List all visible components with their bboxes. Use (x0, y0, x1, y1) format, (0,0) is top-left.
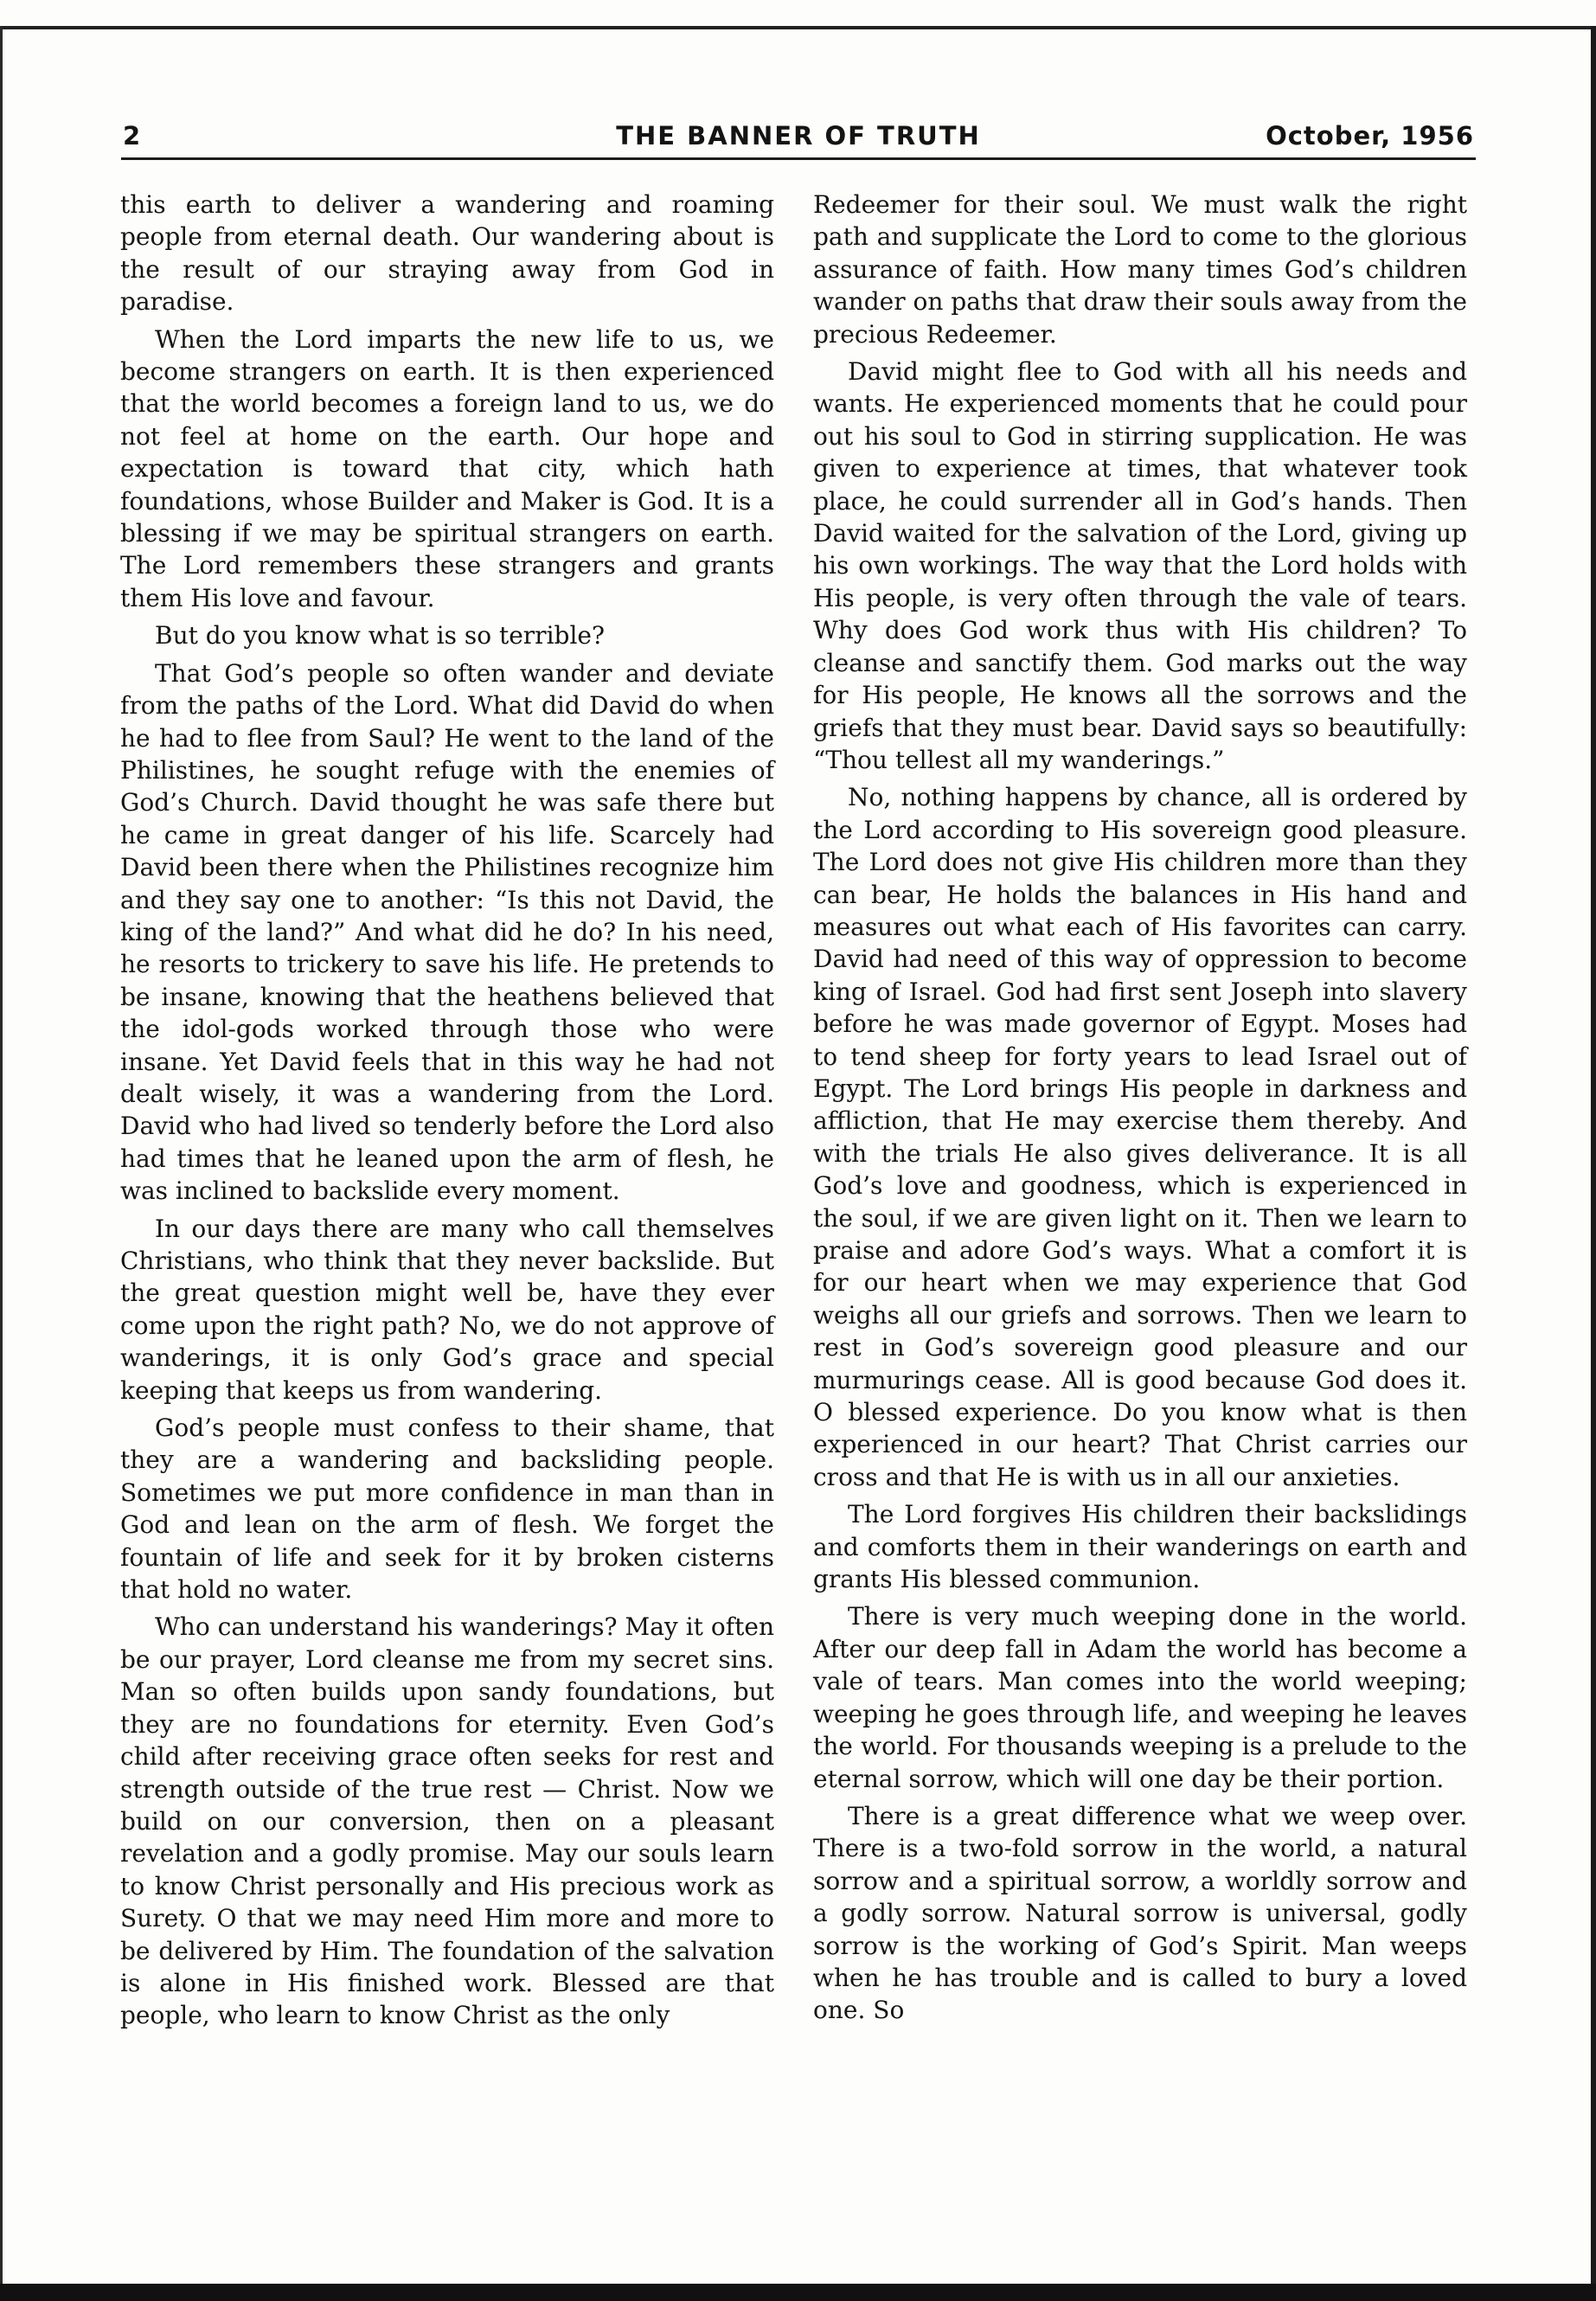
scan-border-left (0, 26, 3, 2301)
paragraph: There is a great difference what we weep over. There is a two-fold sorrow in the world, a natural sorrow and a spiritual sorrow, a worldly sorrow and a godly sorrow. Natural sorrow is universal, godly sorrow is the working of God’s Spirit. Man weeps when he has trouble and is called to bury a loved one. So (813, 1801, 1467, 2025)
paragraph: No, nothing happens by chance, all is ordered by the Lord according to His sovereign good pleasure. The Lord does not give His children more than they can bear, He holds the balances in His hand and measures out what each of His favorites can carry. David had need of this way of oppression to become king of Israel. God had first sent Joseph into slavery before he was made governor of Egypt. Moses had to tend sheep for forty years to lead Israel out of Egypt. The Lord brings His people in darkness and affliction, that He may exercise them thereby. And with the trials He also gives deliverance. It is all God’s love and goodness, which is experienced in the soul, if we are given light on it. Then we learn to praise and adore God’s ways. What a comfort it is for our heart when we may experience that God weighs all our griefs and sorrows. Then we learn to rest in God’s sovereign good pleasure and our murmurings cease. All is good because God does it. O blessed experience. Do you know what is then experienced in our heart? That Christ carries our cross and that He is with us in all our anxieties. (813, 783, 1467, 1491)
paragraph: God’s people must confess to their shame, that they are a wandering and backsliding people. Sometimes we put more confidence in man than in God and lean on the arm of flesh. We forget the fountain of life and seek for it by broken cisterns that hold no water. (120, 1413, 774, 1605)
paragraph: Redeemer for their soul. We must walk the right path and supplicate the Lord to come to the glorious assurance of faith. How many times God’s children wander on paths that draw their souls away from the precious Redeemer. (813, 190, 1467, 349)
paragraph: David might flee to God with all his needs and wants. He experienced moments that he could pour out his soul to God in stirring supplication. He was given to experience at times, that whatever took place, he could surrender all in God’s hands. Then David waited for the salvation of the Lord, giving up his own workings. The way that the Lord holds with His people, is very often through the vale of tears. Why does God work thus with His children? To cleanse and sanctify them. God marks out the way for His people, He knows all the sorrows and the griefs that they must bear. David says so beautifully: “Thou tellest all my wanderings.” (813, 357, 1467, 774)
header-rule (121, 157, 1476, 160)
right-column (813, 189, 1467, 2032)
publication-title: THE BANNER OF TRUTH (616, 121, 981, 151)
paragraph: There is very much weeping done in the world. After our deep fall in Adam the world has become a vale of tears. Man comes into the world weeping; weeping he goes through life, and weeping he leaves the world. For thousands weeping is a prelude to the eternal sorrow, which will one day be their portion. (813, 1602, 1467, 1793)
scan-border-bottom (0, 2284, 1596, 2301)
page-number: 2 (123, 121, 142, 151)
issue-date: October, 1956 (1266, 121, 1474, 151)
paragraph: Who can understand his wanderings? May it often be our prayer, Lord cleanse me from my secret sins. Man so often builds upon sandy foundations, but they are no foundations for eternity. Even God’s child after receiving grace often seeks for rest and strength outside of the true rest — Christ. Now we build on our conversion, then on a pleasant revelation and a godly promise. May our souls learn to know Christ personally and His precious work as Surety. O that we may need Him more and more to be delivered by Him. The foundation of the salvation is alone in His finished work. Blessed are that people, who learn to know Christ as the only (120, 1612, 774, 2030)
paragraph: When the Lord imparts the new life to us, we become strangers on earth. It is then experienced that the world becomes a foreign land to us, we do not feel at home on the earth. Our hope and expectation is toward that city, which hath foundations, whose Builder and Maker is God. It is a blessing if we may be spiritual strangers on earth. The Lord remembers these strangers and grants them His love and favour. (120, 324, 774, 612)
scan-border-top (0, 26, 1596, 29)
paragraph: In our days there are many who call themselves Christians, who think that they never backslide. But the great question might well be, have they ever come upon the right path? No, we do not approve of wanderings, it is only God’s grace and special keeping that keeps us from wandering. (120, 1214, 774, 1405)
left-column (120, 189, 774, 2037)
paragraph: But do you know what is so terrible? (155, 621, 605, 651)
paragraph: The Lord forgives His children their backslidings and comforts them in their wanderings on earth and grants His blessed communion. (813, 1500, 1467, 1594)
paragraph: this earth to deliver a wandering and roaming people from eternal death. Our wandering about is the result of our straying away from God in paradise. (120, 190, 774, 317)
paragraph: That God’s people so often wander and deviate from the paths of the Lord. What did David do when he had to flee from Saul? He went to the land of the Philistines, he sought refuge with the enemies of God’s Church. David thought he was safe there but he came in great danger of his life. Scarcely had David been there when the Philistines recognize him and they say one to another: “Is this not David, the king of the land?” And what did he do? In his need, he resorts to trickery to save his life. He pretends to be insane, knowing that the heathens believed that the idol-gods worked through those who were insane. Yet David feels that in this way he had not dealt wisely, it was a wandering from the Lord. David who had lived so tenderly before the Lord also had times that he leaned upon the arm of flesh, he was inclined to backslide every moment. (120, 658, 774, 1206)
scan-border-right (1591, 26, 1596, 2301)
running-header (123, 121, 1474, 161)
